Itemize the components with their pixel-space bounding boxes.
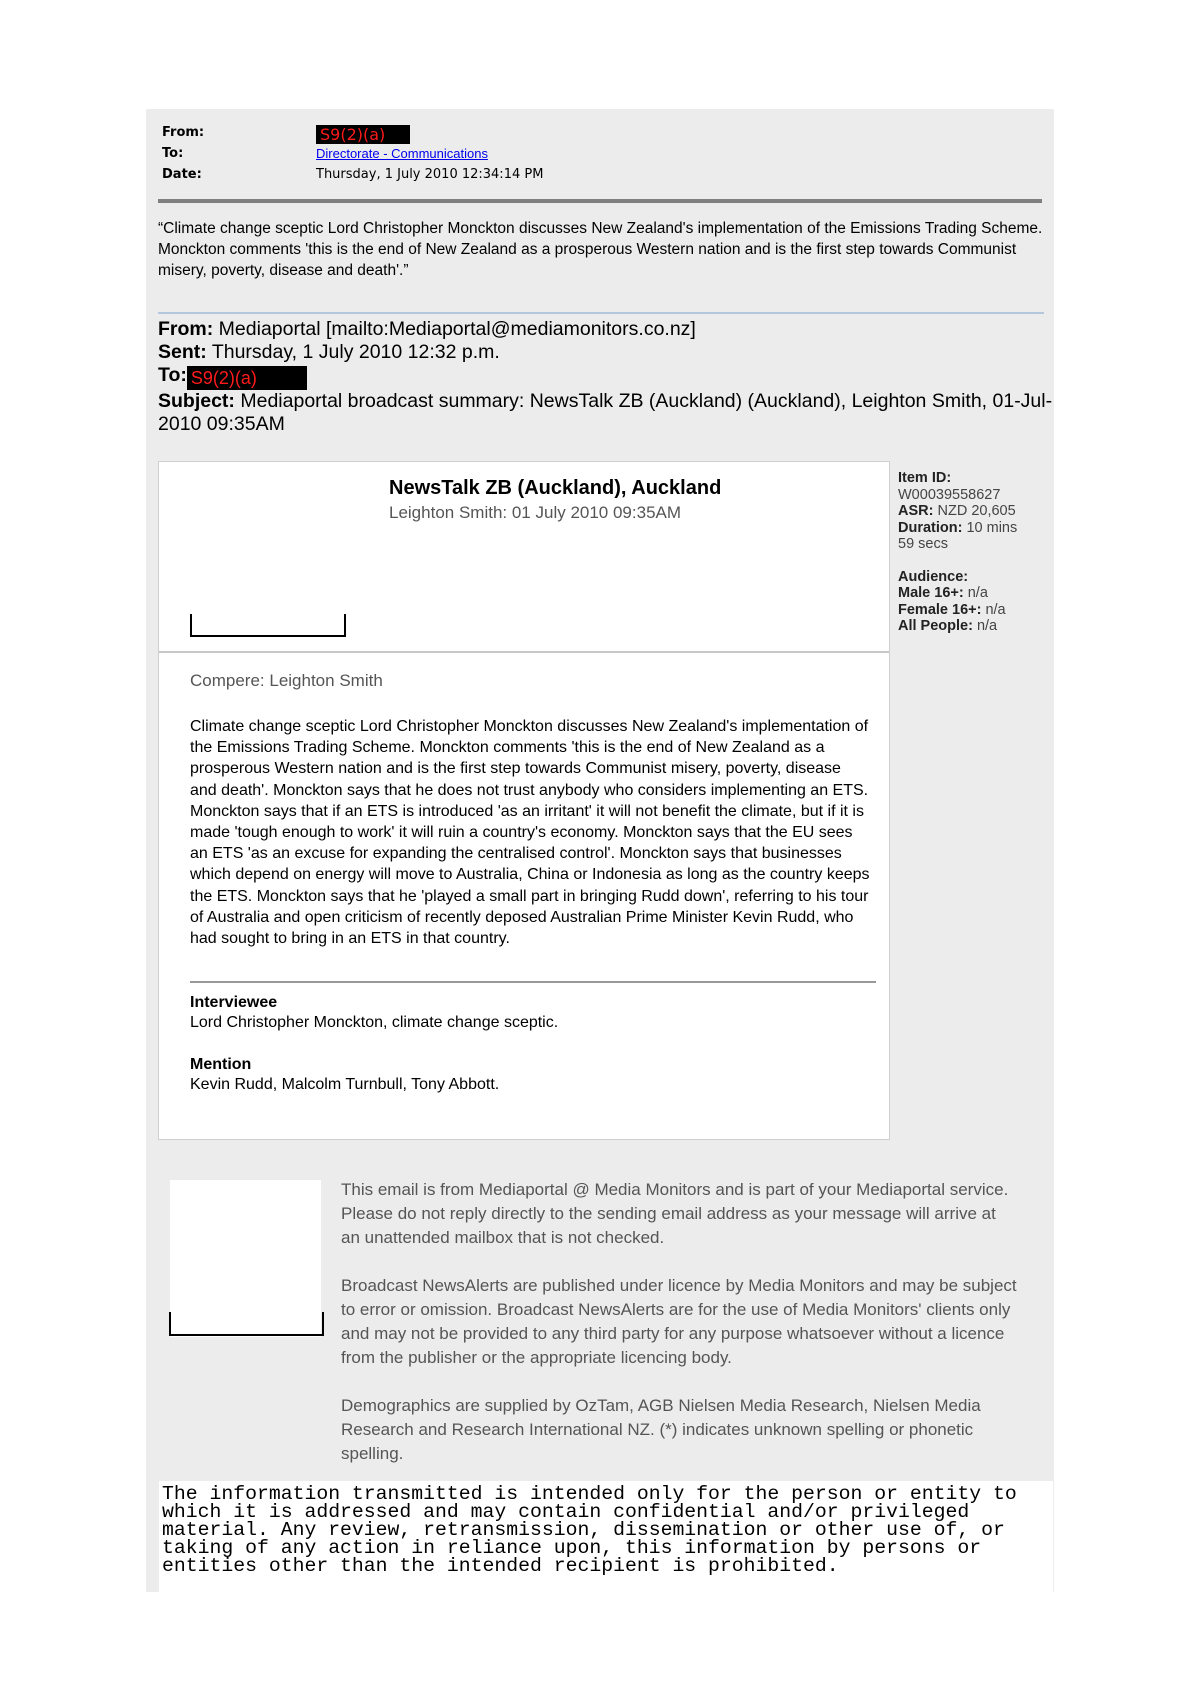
audience-label: Audience:: [898, 568, 969, 585]
asr-label: ASR:: [898, 503, 934, 519]
asr-value: NZD 20,605: [937, 503, 1016, 519]
to-label: To:: [162, 146, 184, 161]
duration-value: 10 mins 59 secs: [898, 519, 1018, 552]
station-title: NewsTalk ZB (Auckland), Auckland: [389, 477, 722, 499]
mention-heading: Mention: [190, 1056, 252, 1073]
quoted-summary: “Climate change sceptic Lord Christopher Monckton discusses New Zealand's implementation of the Emissions Trading Scheme. Monckton comments 'this is the end of New Zealand as a prosperous Western nation and is the first step towards Communist misery, poverty, disease and death'.”: [158, 220, 1043, 279]
fwd-from-value: Mediaportal [mailto:Mediaportal@mediamonitors.co.nz]: [218, 318, 696, 340]
item-metadata: [898, 470, 1018, 635]
female-value: n/a: [985, 601, 1006, 618]
email-page: [146, 109, 1054, 1592]
broadcast-summary: Climate change sceptic Lord Christopher Monckton discusses New Zealand's implementation of the Emissions Trading Scheme. Monckton comments 'this is the end of New Zealand as a prosperous Western nation and is the first step towards Communist misery, poverty, disease and death'. Monckton says that he does not trust anybody who considers implementing an ETS. Monckton says that if an ETS is introduced 'as an irritant' it will not benefit the climate, but if it is made 'tough enough to work' it will ruin a country's economy. Monckton says that the EU sees an ETS 'as an excuse for expanding the centralised control'. Monckton says that businesses which depend on energy will move to Australia, China or Indonesia as long as the country keeps the ETS. Monckton says that he 'played a small part in bringing Rudd down', referring to his tour of Australia and open criticism of recently deposed Australian Prime Minister Kevin Rudd, who had sought to bring in an ETS in that country.: [190, 718, 870, 948]
male-label: Male 16+:: [898, 585, 964, 601]
footer-logo-placeholder: [170, 1180, 321, 1337]
male-value: n/a: [967, 585, 988, 601]
forwarded-header: [158, 318, 1058, 436]
redacted-sender: S9(2)(a): [316, 125, 410, 144]
summary-divider: [190, 981, 876, 983]
duration-label: Duration:: [898, 519, 963, 536]
legal-disclaimer: [159, 1481, 1053, 1592]
fwd-subject-value: Mediaportal broadcast summary: NewsTalk ZB (Auckland) (Auckland), Leighton Smith, 01-Jul-2010 09:35AM: [158, 390, 1053, 435]
legal-text: The information transmitted is intended only for the person or entity to which it is addressed and may contain confidential and/or privileged material. Any review, retransmission, dissemination or other use of, or taking of any action in reliance upon, this information by persons or entities other than the intended recipient is prohibited.: [162, 1483, 1017, 1577]
all-people-value: n/a: [976, 618, 998, 634]
footer-paragraph-2: Broadcast NewsAlerts are published under licence by Media Monitors and may be subject to error or omission. Broadcast NewsAlerts are for the use of Media Monitors' clients only and may not be provided to any third party for any purpose whatsoever without a licence from the publisher or the appropriate licencing body.: [341, 1276, 1017, 1367]
from-label: From:: [162, 125, 205, 140]
date-value: Thursday, 1 July 2010 12:34:14 PM: [316, 167, 544, 182]
redacted-recipient: S9(2)(a): [187, 366, 307, 390]
interviewee-heading: Interviewee: [190, 994, 278, 1011]
fwd-to-label: To:: [158, 364, 187, 386]
fwd-from-label: From:: [158, 318, 214, 340]
fwd-sent-value: Thursday, 1 July 2010 12:32 p.m.: [211, 341, 500, 363]
broadcast-card: [158, 461, 890, 1140]
show-subtitle: Leighton Smith: 01 July 2010 09:35AM: [389, 503, 682, 522]
fwd-sent-label: Sent:: [158, 341, 207, 363]
mention-text: Kevin Rudd, Malcolm Turnbull, Tony Abbott.: [190, 1076, 500, 1093]
footer-paragraph-1: This email is from Mediaportal @ Media Monitors and is part of your Mediaportal service. Please do not reply directly to the sending email address as your message will arrive at an unattended mailbox that is not checked.: [341, 1180, 1009, 1247]
forward-divider: [158, 312, 1044, 314]
fwd-subject-label: Subject:: [158, 390, 235, 412]
all-people-label: All People:: [898, 618, 973, 634]
compere-line: Compere: Leighton Smith: [190, 671, 383, 690]
footer-paragraph-3: Demographics are supplied by OzTam, AGB Nielsen Media Research, Nielsen Media Research and Research International NZ. (*) indicates unknown spelling or phonetic spelling.: [341, 1396, 981, 1463]
item-id-label: Item ID:: [898, 470, 952, 486]
footer-notice: [341, 1178, 1017, 1490]
interviewee-text: Lord Christopher Monckton, climate change sceptic.: [190, 1014, 559, 1031]
recipient-link[interactable]: Directorate - Communications: [316, 146, 488, 161]
logo-placeholder: [190, 614, 346, 637]
card-divider: [159, 651, 889, 653]
female-label: Female 16+:: [898, 601, 982, 618]
item-id-value: W00039558627: [898, 486, 1001, 503]
date-label: Date:: [162, 167, 202, 182]
footer-logo-frame: [169, 1312, 324, 1336]
header-divider: [158, 199, 1042, 203]
